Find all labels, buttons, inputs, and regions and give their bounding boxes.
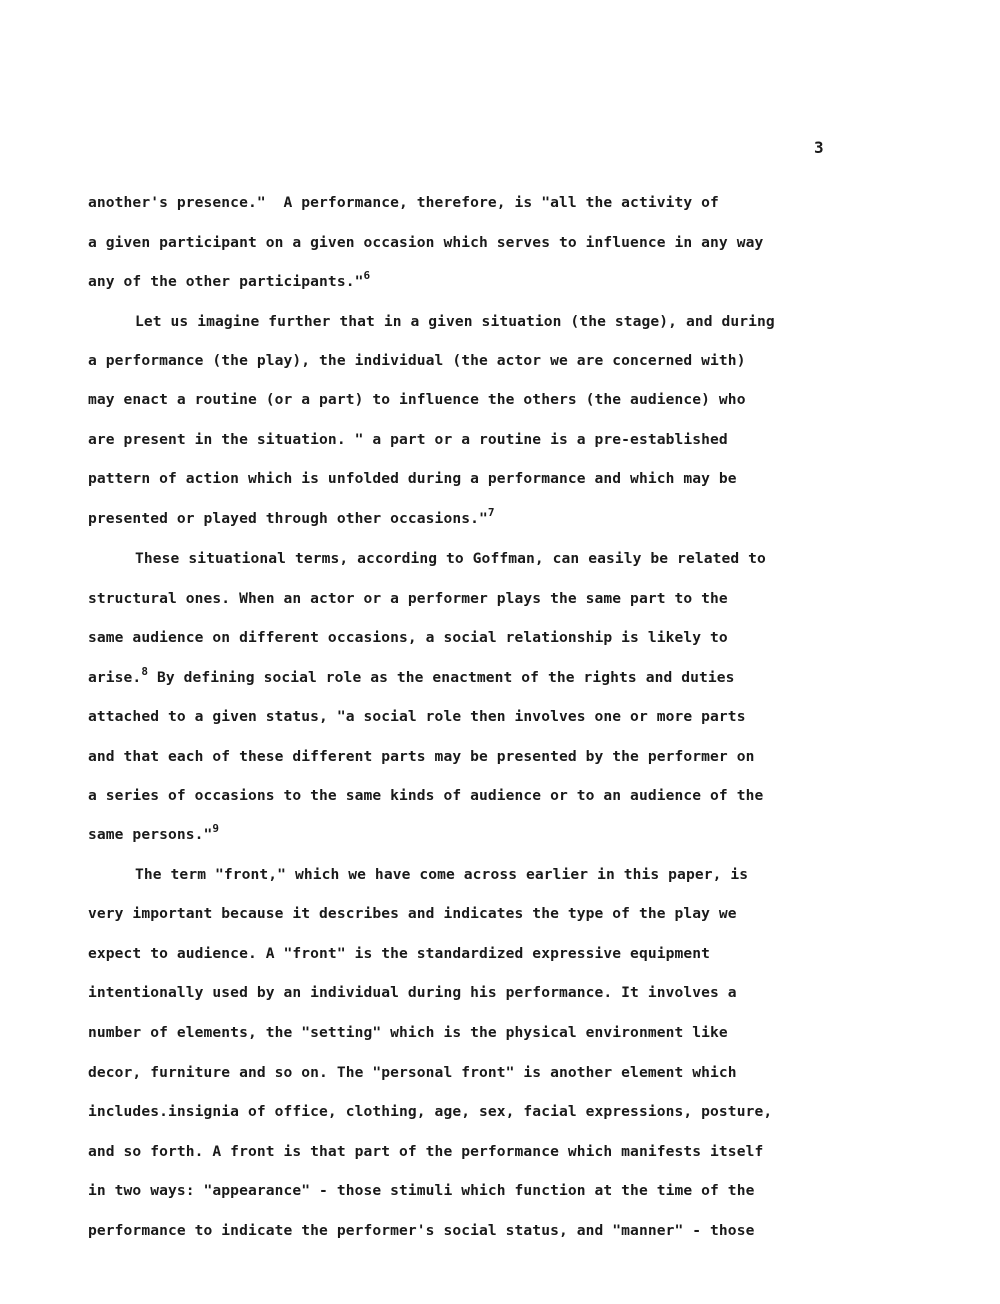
text-line: in two ways: "appearance" - those stimuli which function at the time of the [88,1182,755,1199]
text-line: expect to audience. A "front" is the standardized expressive equipment [88,945,711,962]
page-number: 3 [814,138,824,157]
text-line: and that each of these different parts may be presented by the performer on [88,748,755,765]
text-line: a performance (the play), the individual (the actor we are concerned with) [88,352,746,369]
text-line: any of the other participants."$^6$ [88,269,371,290]
text-line: presented or played through other occasions."$^7$ [88,506,495,527]
text-line: decor, furniture and so on. The "personal front" is another element which [88,1064,737,1081]
text-line: attached to a given status, "a social role then involves one or more parts [88,708,746,725]
footnote-marker: 9 [212,822,220,835]
text-line: These situational terms, according to Goffman, can easily be related to [135,550,766,567]
text-line: number of elements, the "setting" which is the physical environment like [88,1024,728,1041]
footnote-marker: 7 [487,506,495,519]
text-line: may enact a routine (or a part) to influence the others (the audience) who [88,391,746,408]
footnote-marker: 8 [141,665,149,678]
text-line: Let us imagine further that in a given situation (the stage), and during [135,313,775,330]
text-line: are present in the situation. " a part or a routine is a pre-established [88,431,728,448]
text-line: pattern of action which is unfolded during a performance and which may be [88,470,737,487]
text-line: a given participant on a given occasion which serves to influence in any way [88,234,764,251]
text-line: same audience on different occasions, a social relationship is likely to [88,629,728,646]
text-line: a series of occasions to the same kinds of audience or to an audience of the [88,787,764,804]
footnote-marker: 6 [363,269,371,282]
text-line: performance to indicate the performer's social status, and "manner" - those [88,1222,755,1239]
text-line: and so forth. A front is that part of the performance which manifests itself [88,1143,764,1160]
text-line: arise.$^8$ By defining social role as the enactment of the rights and duties [88,665,735,686]
text-line: The term "front," which we have come across earlier in this paper, is [135,866,749,883]
text-line: includes.insignia of office, clothing, age, sex, facial expressions, posture, [88,1103,773,1120]
text-line: same persons."$^9$ [88,822,220,843]
text-line: intentionally used by an individual during his performance. It involves a [88,984,737,1001]
text-line: structural ones. When an actor or a performer plays the same part to the [88,590,728,607]
text-line: another's presence." A performance, therefore, is "all the activity of [88,194,719,211]
text-line: very important because it describes and indicates the type of the play we [88,905,737,922]
